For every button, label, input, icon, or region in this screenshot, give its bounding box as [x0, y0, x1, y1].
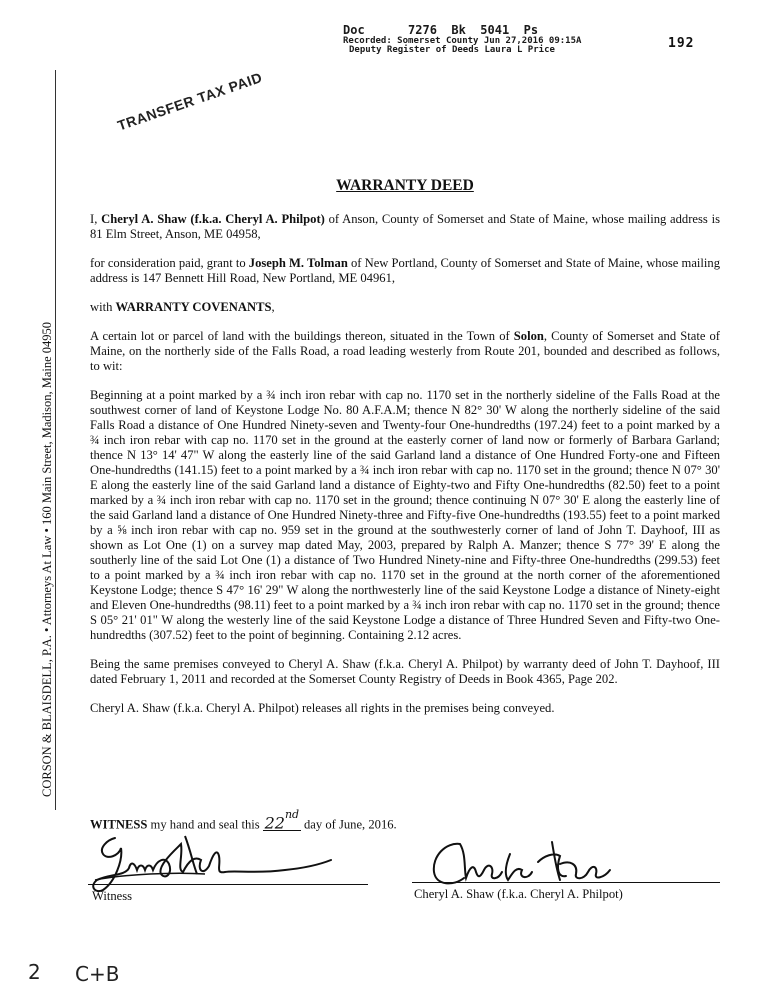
parcel-pre: A certain lot or parcel of land with the buildings thereon, situated in the Town of — [90, 329, 514, 343]
witness-signature-line — [88, 884, 368, 885]
deed-body — [90, 212, 720, 728]
grantor-pre: I, — [90, 212, 102, 226]
document-title-text: WARRANTY DEED — [336, 177, 474, 194]
document-title — [0, 177, 766, 195]
grantor-paragraph — [90, 212, 720, 242]
grantor-label: Cheryl A. Shaw (f.k.a. Cheryl A. Philpot) — [414, 887, 623, 901]
same-premises-paragraph: Being the same premises conveyed to Cheryl A. Shaw (f.k.a. Cheryl A. Philpot) by warranty deed of John T. Dayhoof, III dated February 1, 2011 and recorded at the Somerset County Registry of Deeds in Book 4365, Page 202. — [90, 657, 720, 686]
witness-word: WITNESS — [90, 817, 148, 832]
releases-paragraph: Cheryl A. Shaw (f.k.a. Cheryl A. Philpot) releases all rights in the premises being conveyed. — [90, 701, 555, 715]
covenants-text: WARRANTY COVENANTS — [115, 300, 272, 314]
grantee-post: of New Portland, County of Somerset and State of Maine, whose mailing address is 147 Bennett Hill Road, New Portland, ME 04961, — [90, 256, 721, 285]
parcel-post: , County of Somerset and State of Maine, on the northerly side of the Falls Road, a road leading westerly from Route 201, bounded and described as follows, to wit: — [90, 329, 721, 373]
grantor-post: of Anson, County of Somerset and State of Maine, whose mailing address is 81 Elm Street, Anson, ME 04958, — [90, 212, 720, 241]
transfer-tax-paid-stamp: TRANSFER TAX PAID — [115, 68, 265, 134]
grantor-signature-line — [412, 882, 720, 883]
parcel-town: Solon — [513, 329, 544, 343]
handwritten-note-left: 2 — [28, 960, 41, 984]
witness-pre: my hand and seal this — [147, 817, 263, 832]
covenants-post: , — [271, 300, 275, 314]
recording-recorded-line: Recorded: Somerset County Jun 27,2016 09:15A — [343, 35, 582, 46]
recording-page-number: 192 — [668, 36, 695, 51]
side-margin-firm-text: CORSON & BLAISDELL, P.A. • Attorneys At Law • 160 Main Street, Madison, Maine 04950 — [40, 34, 55, 800]
covenants-pre: with — [90, 300, 116, 314]
handwritten-day-number: 22 — [264, 813, 285, 833]
handwritten-day-suffix: nd — [284, 808, 300, 821]
grantor-signature — [420, 834, 620, 894]
covenants-paragraph — [90, 300, 720, 315]
grantor-name: Cheryl A. Shaw (f.k.a. Cheryl A. Philpot) — [101, 212, 325, 226]
witness-label: Witness — [92, 889, 133, 903]
handwritten-note-right: C+B — [75, 962, 120, 986]
witness-post: day of June, 2016. — [300, 817, 397, 832]
grantee-paragraph — [90, 256, 720, 286]
handwritten-day — [263, 808, 301, 833]
recording-stamp — [343, 24, 581, 55]
parcel-paragraph — [90, 329, 720, 374]
grantee-pre: for consideration paid, grant to — [90, 256, 249, 270]
recording-deputy-line: Deputy Register of Deeds Laura L Price — [349, 45, 555, 56]
recording-doc-line: Doc 7276 Bk 5041 Ps — [343, 23, 539, 37]
grantee-name: Joseph M. Tolman — [248, 256, 348, 270]
legal-description-paragraph: Beginning at a point marked by a ¾ inch iron rebar with cap no. 1170 set in the northerly sideline of the Falls Road at the southwest corner of land of Keystone Lodge No. 80 A.F.A.M; thence N 82° 30' W along the northerly sideline of the said Falls Road a distance of One Hundred Ninety-seven and Twenty-four One-hundredths (197.24) feet to a point marked by a ¾ inch iron rebar with cap no. 1170 set in the ground at the easterly corner of land now or formerly of Barbara Garland; thence N 13° 14' 47" W along the easterly line of the said Garland land a distance of One Hundred Forty-one and Fifteen One-hundredths (141.15) feet to a point marked by a ¾ inch iron rebar with cap no. 1170 set in the ground; thence N 07° 30' E along the easterly line of the said Garland land a distance of Eighty-two and Fifty One-hundredths (82.50) feet to a point marked by a ¾ inch iron rebar with cap no. 1170 set in the ground; thence continuing N 07° 30' E along the easterly line of the said Garland land a distance of One Hundred Ninety-three and Fifty-five One-hundredths (193.55) feet to a point marked by a ⅝ inch iron rebar with cap no. 959 set in the ground at the southwesterly corner of land of John T. Dayhoof, III as shown as Lot One (1) on a survey map dated May, 2003, prepared by Ralph A. Manzer; thence S 77° 39' E along the southerly line of the said Lot One (1) a distance of Two Hundred Ninety-nine and Fifty-three One-hundredths (299.53) feet to a point marked by a ¾ inch iron rebar with cap no. 1170 set in the ground at the north corner of the aforementioned Keystone Lodge; thence S 47° 16' 29" W along the northwesterly line of the said Keystone Lodge a distance of Ninety-eight and Eleven One-hundredths (98.11) feet to a point marked by a ¾ inch iron rebar with cap no. 1170 set in the ground; thence S 05° 21' 01" W along the westerly line of the said Keystone Lodge a distance of Three Hundred Seven and Fifty-two One-hundredths (307.52) feet to the point of beginning. Containing 2.12 acres. — [90, 388, 720, 642]
